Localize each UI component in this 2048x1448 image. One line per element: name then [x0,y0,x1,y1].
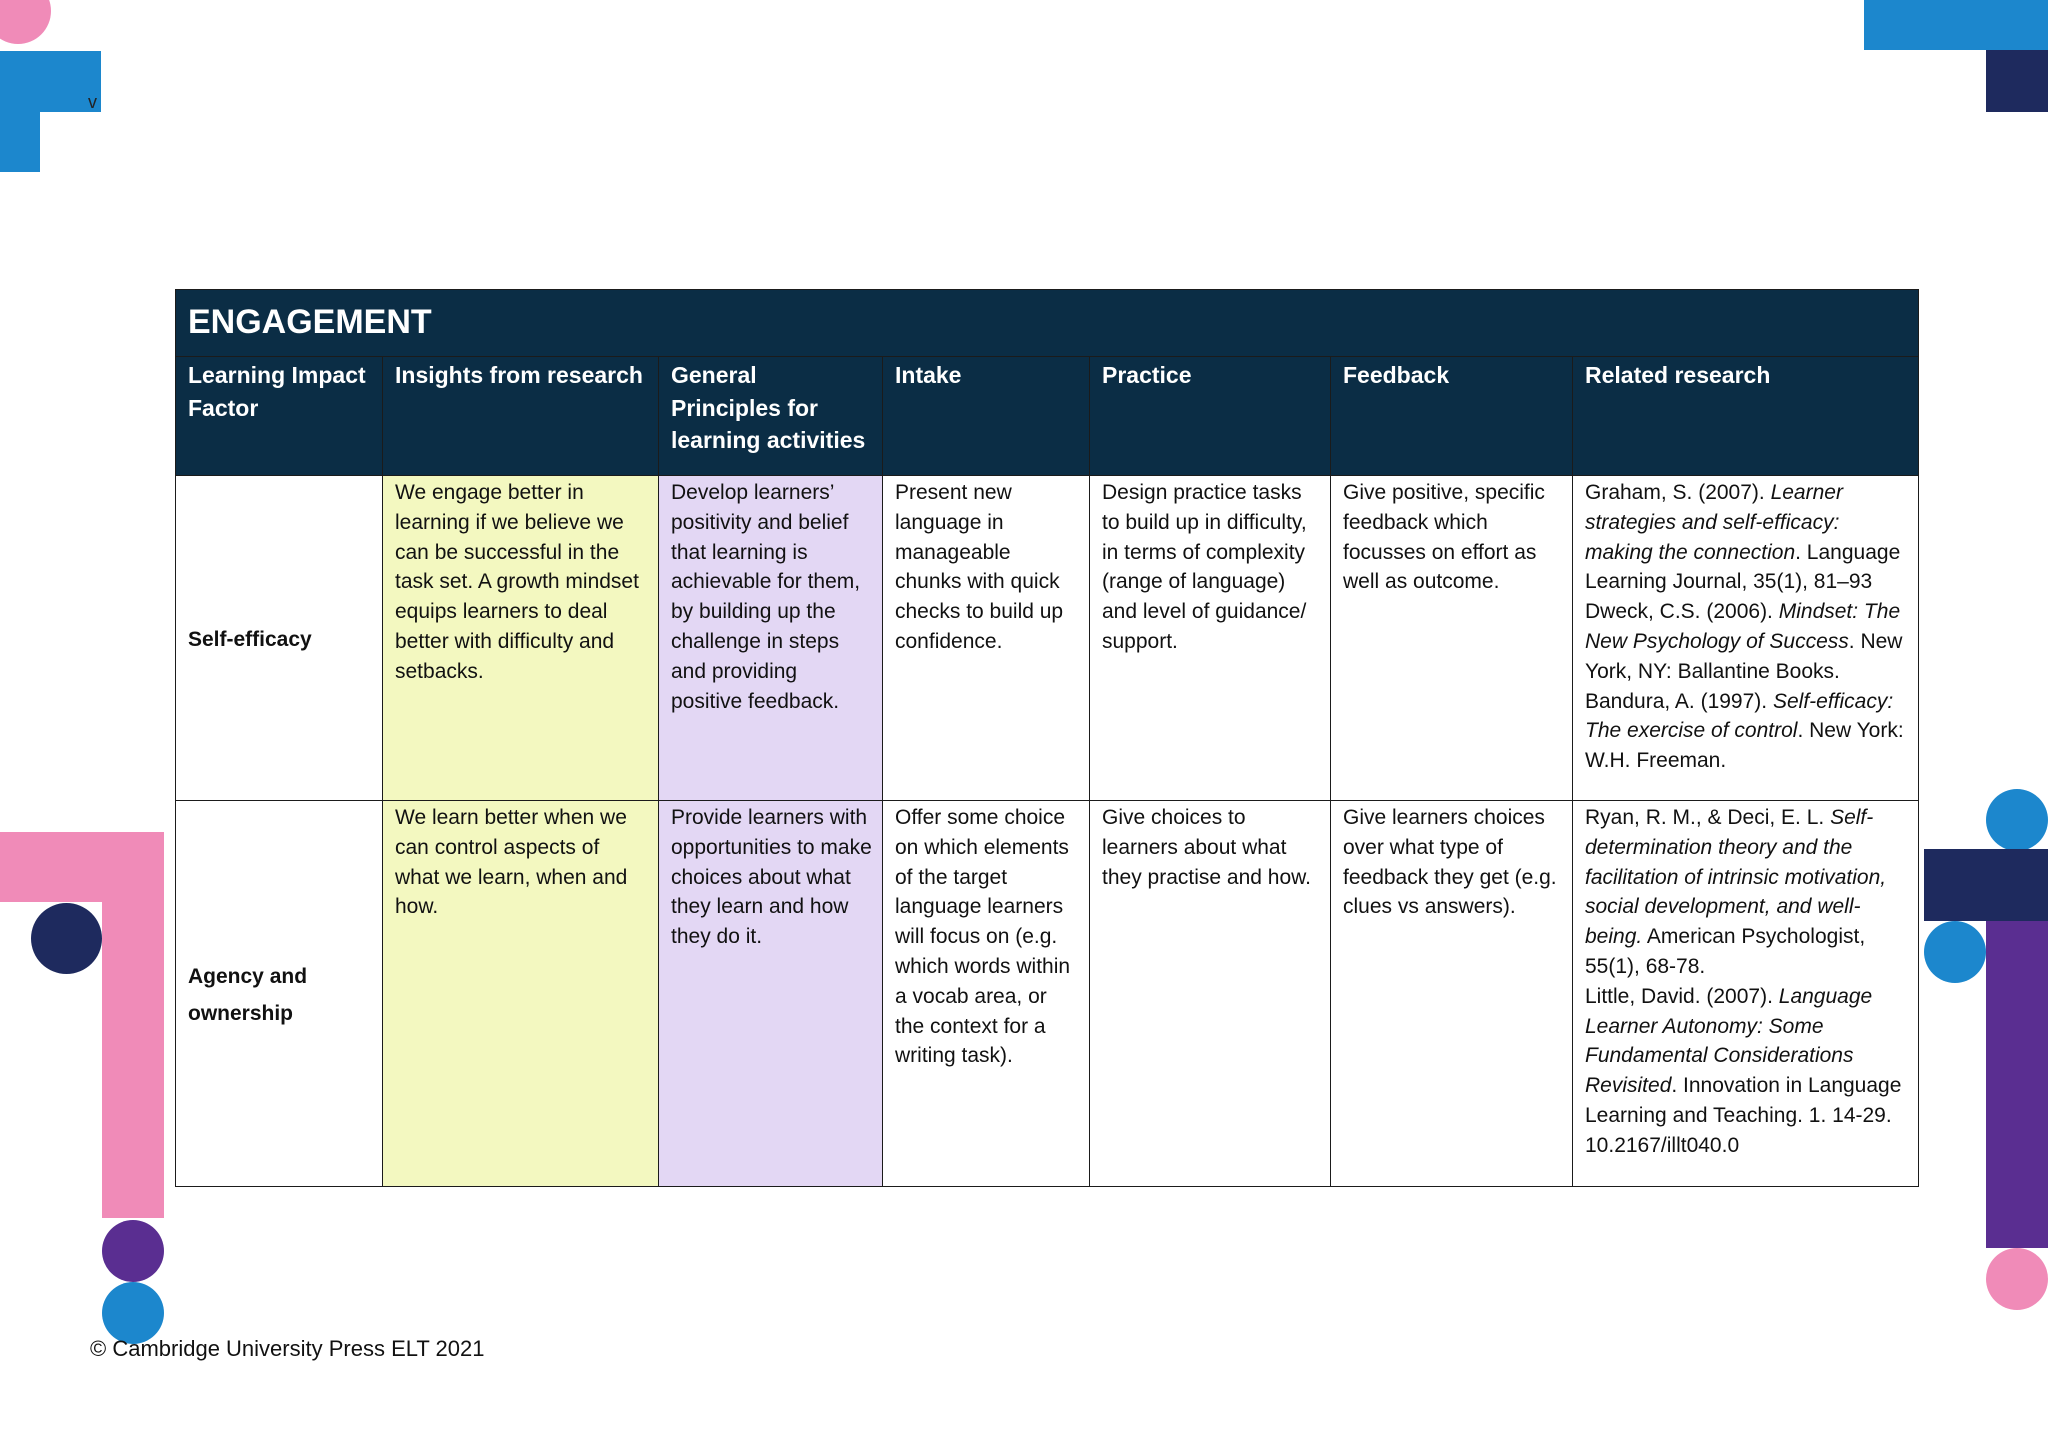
blue-bar-top-right [1864,0,2048,50]
reference-source: . Language Learning Journal, 35(1), 81–93 [1585,540,1901,594]
column-header-principles: General Principles for learning activities [659,357,883,476]
pink-stem-left [102,832,164,1218]
reference-title: Mindset: The New Psychology of Success [1585,600,1901,653]
purple-stem-right [1986,921,2048,1248]
pink-circle-right [1986,1248,2048,1310]
insights-cell: We learn better when we can control aspects of what we learn, when and how. [383,801,659,1187]
column-header-factor: Learning Impact Factor [176,357,383,476]
reference-source: American Psychologist, 55(1), 68-78. [1585,925,1866,978]
reference-title: Self-efficacy: The exercise of control [1585,689,1894,743]
reference-title: Learner strategies and self-efficacy: making the connection [1585,481,1843,564]
insights-cell: We engage better in learning if we believe we can be successful in the task set. A growth mindset equips learners to deal better with difficulty and setbacks. [383,476,659,801]
practice-cell: Design practice tasks to build up in difficulty, in terms of complexity (range of language) and level of guidance/ support. [1090,476,1331,801]
blue-circle-right [1924,921,1986,983]
pink-circle-top-left [0,0,51,44]
factor-cell: Self-efficacy [176,476,383,801]
reference-author: Ryan, R. M., & Deci, E. L. [1585,806,1831,829]
related-research-cell [1573,476,1919,801]
navy-circle-left [31,903,102,974]
corner-mark: v [88,92,97,112]
column-header-research: Related research [1573,357,1919,476]
reference-author: Graham, S. (2007). [1585,481,1771,504]
blue-stem-top-left [0,51,40,172]
factor-cell: Agency and ownership [176,801,383,1187]
column-header-practice: Practice [1090,357,1331,476]
table-row [176,476,1919,801]
reference-source: . New York: W.H. Freeman. [1585,719,1904,773]
blue-circle-right-top [1986,789,2048,851]
column-header-insights: Insights from research [383,357,659,476]
intake-cell: Offer some choice on which elements of the target language learners will focus on (e.g. which words within a vocab area, or the context for a writing task). [883,801,1090,1187]
feedback-cell: Give learners choices over what type of feedback they get (e.g. clues vs answers). [1331,801,1573,1187]
practice-cell: Give choices to learners about what they practise and how. [1090,801,1331,1187]
purple-circle-left [102,1220,164,1282]
header-row [176,357,1919,476]
column-header-intake: Intake [883,357,1090,476]
reference-title: Self-determination theory and the facilitation of intrinsic motivation, social development, and well-being. [1585,806,1887,949]
reference-author: Little, David. (2007). [1585,984,1779,1008]
table-title: ENGAGEMENT [176,290,1919,357]
blue-circle-left [102,1282,164,1344]
related-research-cell [1573,801,1919,1187]
reference-source: . New York, NY: Ballantine Books. [1585,629,1903,683]
reference-source: . Innovation in Language Learning and Teaching. 1. 14-29. 10.2167/illt040.0 [1585,1074,1902,1157]
copyright-footer: © Cambridge University Press ELT 2021 [90,1336,485,1361]
engagement-table [175,289,1919,1187]
column-header-feedback: Feedback [1331,357,1573,476]
principles-cell: Develop learners’ positivity and belief that learning is achievable for them, by building up the challenge in steps and providing positive feedback. [659,476,883,801]
intake-cell: Present new language in manageable chunks with quick checks to build up confidence. [883,476,1090,801]
reference-title: Language Learner Autonomy: Some Fundamental Considerations Revisited [1585,984,1873,1098]
reference-author: Dweck, C.S. (2006). [1585,600,1779,624]
reference-author: Bandura, A. (1997). [1585,689,1773,713]
navy-block-top-right [1986,50,2048,112]
table-row [176,801,1919,1187]
feedback-cell: Give positive, specific feedback which focusses on effort as well as outcome. [1331,476,1573,801]
navy-bar-right [1924,849,2048,921]
principles-cell: Provide learners with opportunities to make choices about what they learn and how they do it. [659,801,883,1187]
